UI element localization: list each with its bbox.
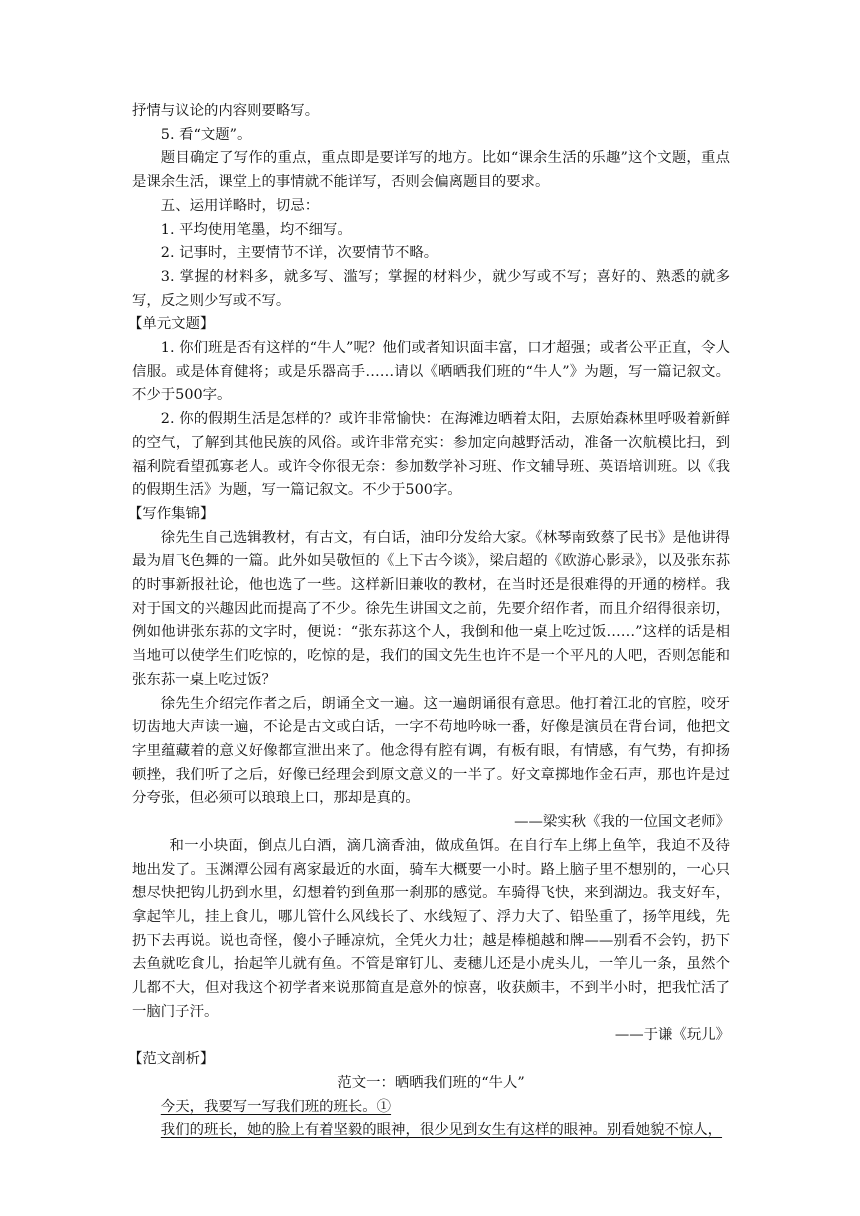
paragraph-8: 1. 你们班是否有这样的“牛人”呢？他们或者知识面丰富，口才超强；或者公平正直，令人信服。或是体育健将；或是乐器高手……请以《晒晒我们班的“牛人”》为题，写一篇记叙文。不少于500字。	[132, 340, 730, 404]
paragraph-11: 徐先生自己选辑教材，有古文，有白话，油印分发给大家。《林琴南致蔡了民书》是他讲得最为眉飞色舞的一篇。此外如吴敬恒的《上下古今谈》，梁启超的《欧游心影录》，以及张东荪的时事新报社论，他也选了一些。这样新旧兼收的教材，在当时还是很难得的开通的榜样。我对于国文的兴趣因此而提高了不少。徐先生讲国文之前，先要介绍作者，而且介绍得很亲切，例如他讲张东荪的文字时，便说：“张东荪这个人，我倒和他一桌上吃过饭……”这样的话是相当地可以使学生们吃惊的，吃惊的是，我们的国文先生也许不是一个平凡的人吧，否则怎能和张东荪一桌上吃过饭？	[132, 529, 730, 688]
paragraph-14: 和一小块面，倒点儿白酒，滴几滴香油，做成鱼饵。在自行车上绑上鱼竿，我迫不及待地出发了。玉渊潭公园有离家最近的水面，骑车大概要一小时。路上脑子里不想别的，一心只想尽快把钩儿扔到水里，幻想着钓到鱼那一刹那的感觉。车骑得飞快，来到湖边。我支好车，拿起竿儿，挂上食儿，哪儿管什么风线长了、水线短了、浮力大了、铅坠重了，扬竿甩线，先扔下去再说。说也奇怪，傻小子睡凉炕，全凭火力壮；越是棒槌越和牌——别看不会钓，扔下去鱼就吃食儿，抬起竿儿就有鱼。不管是窜钉儿、麦穗儿还是小虎头儿，一竿儿一条，虽然个儿都不大，但对我这个初学者来说那简直是意外的惊喜，收获颇丰，不到半小时，把我忙活了一脑门子汗。	[132, 837, 730, 1020]
document-body	[128, 100, 730, 1143]
paragraph-5: 2. 记事时，主要情节不详，次要情节不略。	[160, 245, 439, 262]
paragraph-10: 【写作集锦】	[128, 505, 215, 522]
paragraph-4: 1. 平均使用笔墨，均不细写。	[160, 221, 352, 238]
paragraph-0: 抒情与议论的内容则要略写。	[132, 103, 320, 119]
paragraph-2: 题目确定了写作的重点，重点即是要详写的地方。比如“课余生活的乐趣”这个文题，重点是课余生活，课堂上的事情就不能详写，否则会偏离题目的要求。	[132, 150, 730, 191]
paragraph-18: 今天，我要写一写我们班的班长。①	[160, 1098, 392, 1115]
paragraph-13: ——梁实秋《我的一位国文老师》	[514, 814, 730, 831]
paragraph-1: 5. 看“文题”。	[160, 126, 252, 143]
paragraph-7: 【单元文题】	[128, 316, 215, 333]
paragraph-19: 我们的班长，她的脸上有着坚毅的眼神，很少见到女生有这样的眼神。别看她貌不惊人，	[160, 1122, 723, 1139]
paragraph-15: ——于谦《玩儿》	[614, 1027, 730, 1044]
paragraph-6: 3. 掌握的材料多，就多写、滥写；掌握的材料少，就少写或不写；喜好的、熟悉的就多写，反之则少写或不写。	[132, 268, 730, 309]
paragraph-12: 徐先生介绍完作者之后，朗诵全文一遍。这一遍朗诵很有意思。他打着江北的官腔，咬牙切齿地大声读一遍，不论是古文或白话，一字不苟地吟咏一番，好像是演员在背台词，他把文字里蕴藏着的意义好像都宣泄出来了。他念得有腔有调，有板有眼，有情感，有气势，有抑扬顿挫，我们听了之后，好像已经理会到原文意义的一半了。好文章掷地作金石声，那也许是过分夸张，但必须可以琅琅上口，那却是真的。	[132, 695, 730, 807]
paragraph-3: 五、运用详略时，切忌：	[160, 197, 320, 214]
paragraph-17: 范文一：晒晒我们班的“牛人”	[337, 1074, 525, 1091]
paragraph-16: 【范文剖析】	[128, 1051, 215, 1068]
paragraph-9: 2. 你的假期生活是怎样的？或许非常愉快：在海滩边晒着太阳，去原始森林里呼吸着新鲜的空气，了解到其他民族的风俗。或许非常充实：参加定向越野活动，准备一次航模比扫，到福利院看望孤寡老人。或许令你很无奈：参加数学补习班、作文辅导班、英语培训班。以《我的假期生活》为题，写一篇记叙文。不少于500字。	[132, 411, 730, 499]
